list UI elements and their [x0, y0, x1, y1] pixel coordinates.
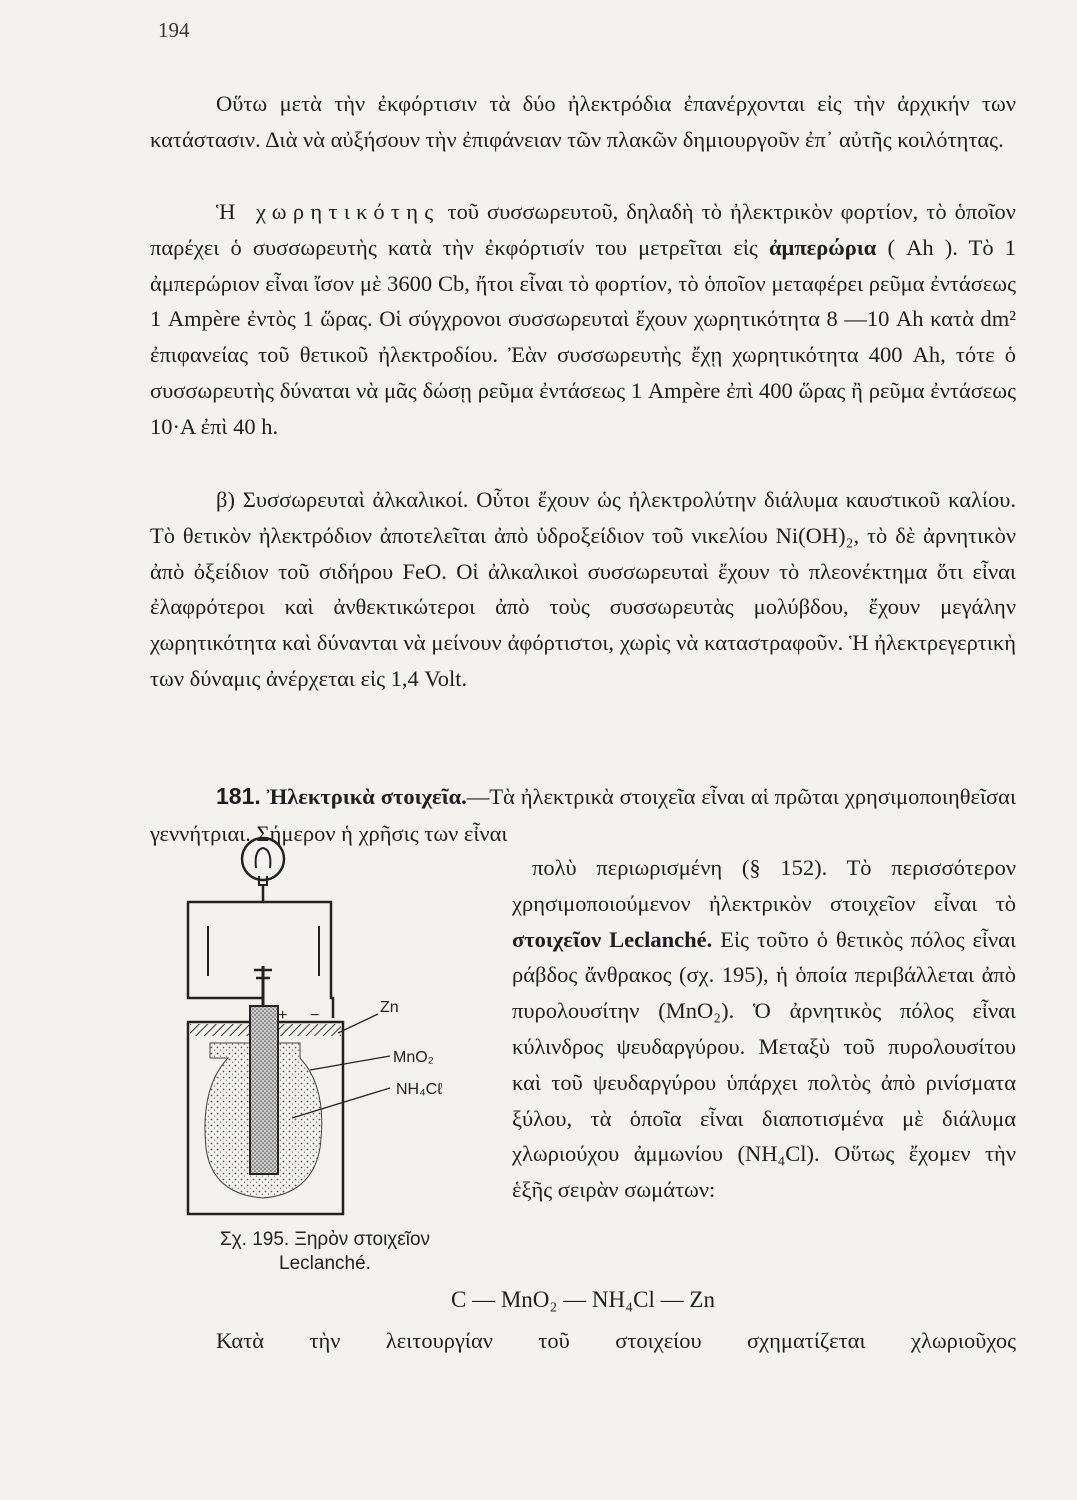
- leclanche-term: στοιχεῖον Leclanché.: [512, 926, 713, 952]
- mno2-label: MnO₂: [393, 1049, 434, 1066]
- minus-label: −: [310, 1007, 320, 1024]
- leclanche-text-a: πολὺ περιωρισμένη (§ 152). Τὸ περισσότερον χρησιμοποιούμενον ἠλεκτρικὸν στοιχεῖον εἶναι τὸ: [512, 855, 1016, 916]
- figure-caption: [175, 1228, 475, 1276]
- capacity-text-a: τοῦ συσσωρευτοῦ, δηλαδὴ τὸ ἠλεκτρικὸν φορτίον, τὸ ὁποῖον παρέχει ὁ συσσωρευτὴς κατὰ τὴν ἐκφόρτισίν του μετρεῖται εἰς: [150, 199, 1016, 260]
- leclanche-column: [512, 850, 1016, 1208]
- nh4cl-label: NH₄Cℓ: [396, 1081, 443, 1098]
- carbon-rod: [250, 1006, 278, 1174]
- caption-line-2: Leclanché.: [279, 1253, 371, 1274]
- section-number: 181.: [216, 783, 261, 809]
- zn-label: Zn: [380, 999, 399, 1016]
- paragraph-alkaline-text: β) Συσσωρευταὶ ἀλκαλικοί. Οὗτοι ἔχουν ὡς ἠλεκτρολύτην διάλυμα καυστικοῦ καλίου. Τὸ θετικὸν ἠλεκτρόδιον ἀποτελεῖται ἀπὸ ὑδροξείδιον τοῦ νικελίου Ni(OH)₂, τὸ δὲ ἀρνητικὸν ἀπὸ ὀξείδιον τοῦ σιδήρου FeO. Οἱ ἀλκαλικοὶ συσσωρευταὶ ἔχουν τὸ πλεονέκτημα ὅτι εἶναι ἐλαφρότεροι καὶ ἀνθεκτικώτεροι ἀπὸ τοὺς συσσωρευτὰς μολύβδου, ἔχουν μεγάλην χωρητικότητα καὶ δύνανται νὰ μείνουν ἀφόρτιστοι, χωρὶς νὰ καταστραφοῦν. Ἡ ἠλεκτρεγερτικὴ των δύναμις ἀνέρχεται εἰς 1,4 Volt.: [150, 487, 1016, 691]
- section-title: Ἠλεκτρικὰ στοιχεῖα.: [266, 784, 467, 809]
- section-intro-text: —Τὰ ἠλεκτρικὰ στοιχεῖα εἶναι αἱ πρῶται χρησιμοποιηθεῖσαι γεννήτριαι. Σήμερον ἡ χρῆσις των εἶναι: [150, 784, 1016, 846]
- ampere-hours-term: ἀμπερώρια: [769, 234, 877, 260]
- capacity-term: Ἡ χωρητικότης: [216, 199, 440, 224]
- page-number: 194: [158, 18, 190, 42]
- caption-line-1: Σχ. 195. Ξηρὸν στοιχεῖον: [219, 1229, 431, 1250]
- leclanche-text-b: Εἰς τοῦτο ὁ θετικὸς πόλος εἶναι ράβδος ἄνθρακος (σχ. 195), ἡ ὁποία περιβάλλεται ἀπὸ πυρολουσίτην (MnO₂). Ὁ ἀρνητικὸς πόλος εἶναι κύλινδρος ψευδαργύρου. Μεταξὺ τοῦ πυρολουσίτου καὶ τοῦ ψευδαργύρου ὑπάρχει πολτὸς ἀπὸ ρινίσματα ξύλου, τὰ ὁποῖα εἶναι διαποτισμένα μὲ διάλυμα χλωριούχου ἀμμωνίου (NH₄Cl). Οὕτως ἔχομεν τὴν ἑξῆς σειρὰν σωμάτων:: [512, 926, 1016, 1203]
- plus-label: +: [278, 1007, 288, 1024]
- capacity-text-b: ( Ah ). Τὸ 1 ἀμπερώριον εἶναι ἴσον μὲ 3600 Cb, ἤτοι εἶναι τὸ φορτίον, τὸ ὁποῖον μεταφέρει ρεῦμα ἐντάσεως 1 Ampère ἐντὸς 1 ὥρας. Οἱ σύγχρονοι συσσωρευταὶ ἔχουν χωρητικότητα 8 —10 Ah κατὰ dm² ἐπιφανείας τοῦ θετικοῦ ἠλεκτροδίου. Ἐὰν συσσωρευτὴς ἔχῃ χωρητικότητα 400 Ah, τότε ὁ συσσωρευτὴς δύναται νὰ μᾶς δώσῃ ρεῦμα ἐντάσεως 1 Ampère ἐπὶ 400 ὥρας ἢ ρεῦμα ἐντάσεως 10·A ἐπὶ 40 h.: [150, 234, 1017, 439]
- paragraph-alkaline: [150, 482, 1016, 697]
- last-line: Κατὰ τὴν λειτουργίαν τοῦ στοιχείου σχηματίζεται χλωριοῦχος: [216, 1328, 1016, 1353]
- carbon-terminal: [254, 966, 272, 1008]
- paragraph-capacity: [150, 194, 1016, 445]
- figure-leclanche-cell: [150, 818, 500, 1288]
- leclanche-cell-diagram: [150, 818, 500, 1238]
- lamp-icon: [242, 838, 284, 885]
- circuit-wire: [188, 885, 333, 1018]
- paragraph-discharge: [150, 86, 1016, 158]
- cell-formula: C — MnO₂ — NH₄Cl — Zn: [451, 1287, 715, 1312]
- paragraph-discharge-text: Οὕτω μετὰ τὴν ἐκφόρτισιν τὰ δύο ἠλεκτρόδια ἐπανέρχονται εἰς τὴν ἀρχικήν των κατάστασιν. Διὰ νὰ αὐξήσουν τὴν ἐπιφάνειαν τῶν πλακῶν δημιουργοῦν ἐπ᾽ αὐτῆς κοιλότητας.: [150, 91, 1016, 152]
